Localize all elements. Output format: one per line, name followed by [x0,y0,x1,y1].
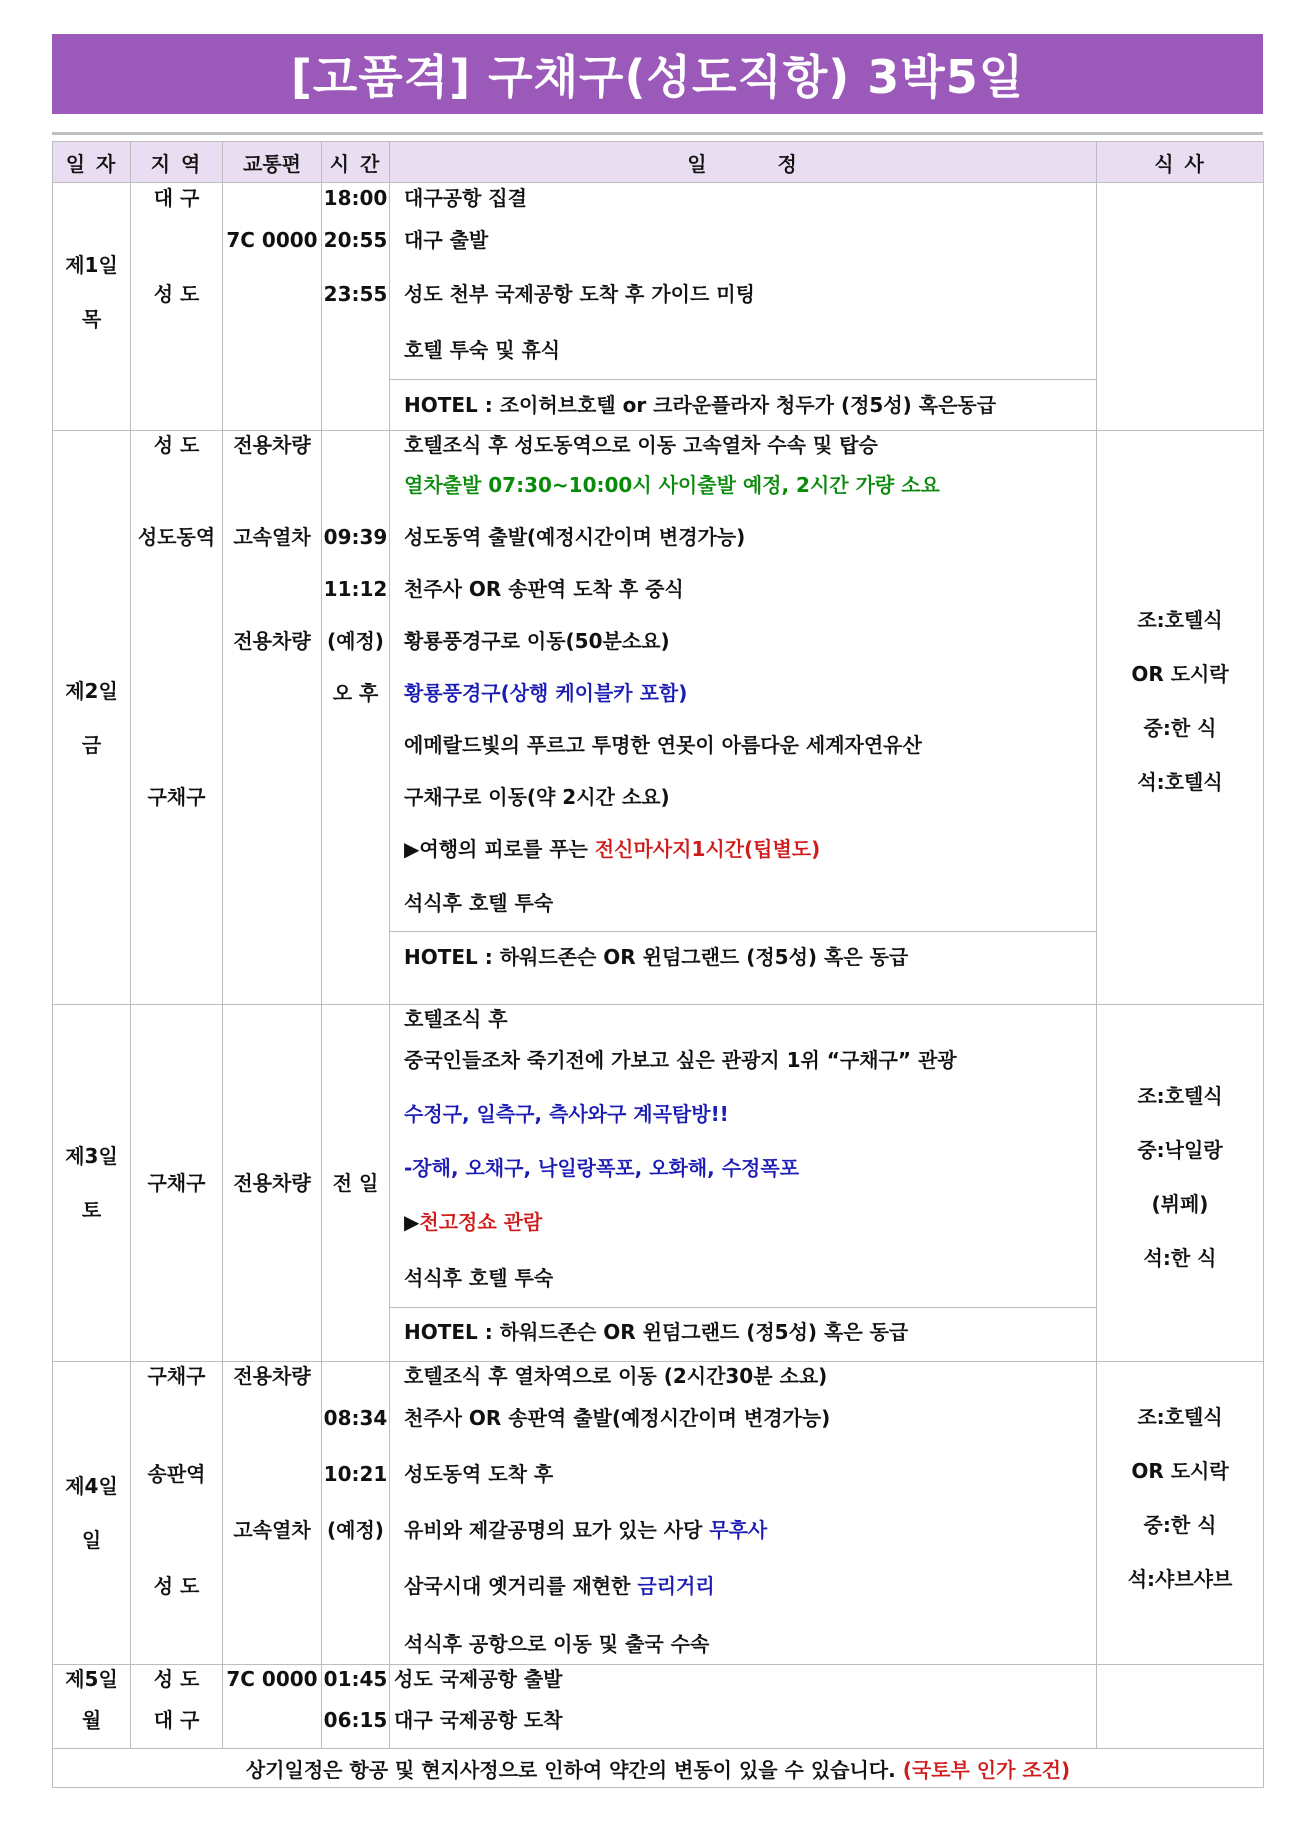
schedule-line: 황룡풍경구로 이동(50분소요) [404,629,670,653]
region-text: 성도동역 [137,525,216,549]
meal-text: 중:한 식 [1143,715,1217,740]
transport-text: 전용차량 [233,1364,311,1388]
header-time: 시 간 [322,142,390,183]
schedule-line: 천주사 OR 송판역 도착 후 중식 [404,577,684,601]
time-text: 09:39 [323,525,388,549]
time-text: 10:21 [323,1462,388,1486]
show-prefix: ▶ [404,1210,420,1234]
show-highlight: 천고정쇼 관람 [419,1210,543,1234]
transport-text: 고속열차 [233,1518,311,1542]
header-schedule: 일 정 [390,142,1097,183]
day4-day: 제4일 [65,1474,118,1498]
time-text: (예정) [327,629,384,653]
meal-text: 조:호텔식 [1137,607,1223,632]
day2-day: 제2일 [65,678,118,703]
time-text: 11:12 [323,577,388,601]
page-title: [고품격] 구채구(성도직항) 3박5일 [290,50,1025,104]
day1-day: 제1일 [65,252,118,277]
day3-transport-cell [223,1005,322,1362]
header-meal: 식 사 [1097,142,1264,183]
schedule-line: 호텔조식 후 [404,1007,508,1031]
day3-weekday: 토 [81,1198,102,1222]
day1-day-cell [53,183,131,431]
header-region: 지 역 [131,142,223,183]
time-text: 23:55 [323,282,388,306]
region-text: 성 도 [153,1667,200,1691]
day2-weekday: 금 [81,732,102,757]
day2-region-cell [131,431,223,1005]
day4-time-cell [322,1362,390,1665]
day2-transport-cell [223,431,322,1005]
schedule-line: 호텔 투숙 및 휴식 [404,338,561,362]
time-text: 20:55 [323,228,388,252]
schedule-line [390,1558,1096,1614]
line5-highlight: 금리거리 [637,1574,715,1598]
day5-day: 제5일 [65,1667,118,1691]
schedule-line: 석식후 호텔 투숙 [404,891,554,915]
schedule-line-highlight: 수정구, 일측구, 측사와구 계곡탐방!! [404,1102,729,1126]
day3-region-cell [131,1005,223,1362]
massage-highlight: 전신마사지1시간(팁별도) [594,837,821,861]
region-text: 송판역 [147,1462,206,1486]
schedule-line: 중국인들조차 죽기전에 가보고 싶은 관광지 1위 “구채구” 관광 [404,1048,957,1072]
day4-transport-cell [223,1362,322,1665]
schedule-line [390,1502,1096,1558]
region-text [131,213,222,267]
day1-time-cell [322,183,390,431]
flight-number: 7C 0000 [226,228,318,252]
schedule-line: 성도동역 출발(예정시간이며 변경가능) [404,525,746,549]
day4-day-cell [53,1362,131,1665]
day3-meal-cell [1097,1005,1264,1362]
day2-meal-cell [1097,431,1264,1005]
title-divider [52,132,1263,135]
meal-text: 중:낙일랑 [1137,1138,1223,1162]
day1-schedule-cell [390,183,1097,431]
time-text: 오 후 [332,681,379,705]
day5-meal-cell [1097,1665,1264,1749]
meal-text: OR 도시락 [1131,1459,1229,1483]
table-row [53,431,1264,1005]
region-text: 구채구 [147,1364,206,1388]
schedule-line-highlight: 열차출발 07:30~10:00시 사이출발 예정, 2시간 가량 소요 [404,473,940,497]
region-text: 성 도 [153,433,200,457]
transport-text: 전용차량 [233,433,311,457]
table-header-row [53,142,1264,183]
day4-region-cell [131,1362,223,1665]
line4-highlight: 무후사 [709,1518,768,1542]
day2-day-cell [53,431,131,1005]
footer-text: 상기일정은 항공 및 현지사정으로 인하여 약간의 변동이 있을 수 있습니다. [245,1757,903,1782]
day3-day-cell [53,1005,131,1362]
footer-highlight: (국토부 인가 조건) [902,1757,1071,1782]
massage-prefix: ▶여행의 피로를 푸는 [404,837,595,861]
transport-text: 전용차량 [233,1171,311,1195]
region-text [131,459,222,511]
day1-region-cell [131,183,223,431]
day5-schedule-cell [390,1665,1097,1749]
schedule-line: 대구공항 집결 [404,186,527,210]
line5-prefix: 삼국시대 옛거리를 재현한 [404,1574,638,1598]
schedule-line: 구채구로 이동(약 2시간 소요) [404,785,670,809]
meal-text: 조:호텔식 [1137,1405,1223,1429]
meal-text: (뷔페) [1151,1192,1209,1216]
day4-meal-cell [1097,1362,1264,1665]
day2-time-cell [322,431,390,1005]
header-transport: 교통편 [223,142,322,183]
meal-text: 중:한 식 [1143,1513,1217,1537]
page-title-banner [52,34,1263,114]
region-text: 구채구 [147,1171,206,1195]
time-text: 08:34 [323,1406,388,1430]
time-text: 01:45 [323,1667,388,1691]
transport-text: 고속열차 [233,525,311,549]
day1-transport-cell [223,183,322,431]
region-text: 대 구 [153,1708,200,1732]
day3-day: 제3일 [65,1144,118,1168]
transport-text: 전용차량 [233,629,311,653]
table-row [53,183,1264,431]
day5-transport-cell [223,1665,322,1749]
meal-text: 석:샤브샤브 [1127,1567,1233,1591]
schedule-line: 에메랄드빛의 푸르고 투명한 연못이 아름다운 세계자연유산 [404,733,922,757]
schedule-line: 천주사 OR 송판역 출발(예정시간이며 변경가능) [404,1406,831,1430]
region-text: 성 도 [153,282,200,306]
day1-meal-cell [1097,183,1264,431]
table-row [53,1665,1264,1749]
schedule-line: 성도동역 도착 후 [404,1462,554,1486]
table-row [53,1362,1264,1665]
meal-text: 조:호텔식 [1137,1084,1223,1108]
meal-text: 석:한 식 [1143,1246,1217,1270]
meal-text: OR 도시락 [1131,661,1229,686]
time-text: (예정) [327,1518,384,1542]
schedule-line: 호텔조식 후 열차역으로 이동 (2시간30분 소요) [404,1364,828,1388]
region-text: 대 구 [153,186,200,210]
line4-prefix: 유비와 제갈공명의 묘가 있는 사당 [404,1518,710,1542]
day1-hotel: HOTEL : 조이허브호텔 or 크라운플라자 청두가 (정5성) 혹은동급 [390,379,1096,430]
schedule-line: 석식후 공항으로 이동 및 출국 수속 [404,1632,710,1656]
header-day: 일 자 [53,142,131,183]
region-text: 구채구 [147,785,206,809]
itinerary-table [52,141,1264,1788]
schedule-line: 성도 천부 국제공항 도착 후 가이드 미팅 [404,282,755,306]
day5-day-cell [53,1665,131,1749]
time-text: 06:15 [323,1708,388,1732]
day2-schedule-cell [390,431,1097,1005]
day5-weekday: 월 [81,1708,102,1732]
schedule-line [390,823,1096,875]
schedule-line [390,1195,1096,1249]
day1-weekday: 목 [81,306,102,331]
day4-weekday: 일 [81,1528,102,1552]
table-row [53,1005,1264,1362]
time-text: 18:00 [323,186,388,210]
schedule-line: 대구 국제공항 도착 [394,1708,563,1732]
day3-schedule-cell [390,1005,1097,1362]
day4-schedule-cell [390,1362,1097,1665]
day2-hotel: HOTEL : 하워드존슨 OR 윈덤그랜드 (정5성) 혹은 동급 [390,931,1096,982]
schedule-line: 호텔조식 후 성도동역으로 이동 고속열차 수속 및 탑승 [404,433,878,457]
schedule-line: 석식후 호텔 투숙 [404,1266,554,1290]
schedule-line-highlight: 황룡풍경구(상행 케이블카 포함) [404,681,688,705]
region-text: 성 도 [153,1574,200,1598]
day5-region-cell [131,1665,223,1749]
time-text: 전 일 [332,1171,379,1195]
meal-text: 석:호텔식 [1137,769,1223,794]
flight-number: 7C 0000 [226,1667,318,1691]
day3-time-cell [322,1005,390,1362]
day5-time-cell [322,1665,390,1749]
schedule-line-highlight: -장해, 오채구, 낙일랑폭포, 오화해, 수정폭포 [404,1156,799,1180]
day3-hotel: HOTEL : 하워드존슨 OR 윈덤그랜드 (정5성) 혹은 동급 [390,1307,1096,1356]
footer-row [53,1749,1264,1788]
schedule-line: 대구 출발 [404,228,489,252]
footer-note [53,1749,1264,1788]
schedule-line: 성도 국제공항 출발 [394,1667,563,1691]
